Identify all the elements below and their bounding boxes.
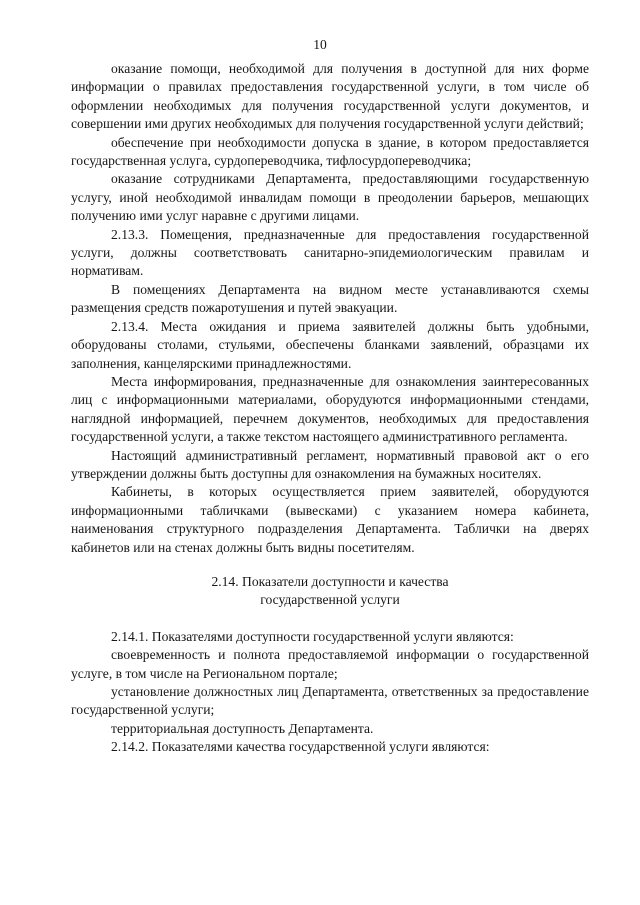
paragraph: В помещениях Департамента на видном месте устанавливаются схемы размещения средств пожаротушения и путей эвакуации.: [71, 281, 589, 316]
paragraph: обеспечение при необходимости допуска в здание, в котором предоставляется государственная услуга, сурдопереводчика, тифлосурдопереводчика;: [71, 134, 589, 169]
paragraph: оказание сотрудниками Департамента, предоставляющими государственную услугу, иной необходимой инвалидам помощи в преодолении барьеров, мешающих получению ими услуг наравне с другими лицами.: [71, 171, 589, 224]
paragraph: 2.13.3. Помещения, предназначенные для предоставления государственной услуги, должны соответствовать санитарно-эпидемиологическим правилам и нормативам.: [71, 226, 589, 279]
section-heading-line-1: 2.14. Показатели доступности и качества: [211, 573, 449, 589]
paragraph: установление должностных лиц Департамента, ответственных за предоставление государственной услуги;: [71, 684, 589, 718]
paragraph: Кабинеты, в которых осуществляется прием заявителей, оборудуются информационными табличками (вывесками) с указанием номера кабинета, наименования структурного подразделения Департамента. Таблички на дверях кабинетов или на стенах должны быть видны посетителям.: [71, 484, 589, 555]
paragraph: 2.14.2. Показателями качества государственной услуги являются:: [111, 739, 490, 755]
page-number: 10: [313, 37, 327, 52]
paragraph: 2.13.4. Места ожидания и приема заявителей должны быть удобными, оборудованы столами, стульями, обеспечены бланками заявлений, образцами их заполнения, канцелярскими принадлежностями.: [71, 318, 589, 371]
paragraph: своевременность и полнота предоставляемой информации о государственной услуге, в том числе на Региональном портале;: [71, 647, 589, 681]
section-heading-line-2: государственной услуги: [260, 592, 400, 608]
paragraph: Места информирования, предназначенные для ознакомления заинтересованных лиц с информационными материалами, оборудуются информационными стендами, наглядной информацией, перечнем документов, необходимых для предоставления государственной услуги, а также текстом настоящего административного регламента.: [71, 373, 589, 445]
paragraph: Настоящий административный регламент, нормативный правовой акт о его утверждении должны быть доступны для ознакомления на бумажных носителях.: [71, 447, 589, 481]
paragraph: территориальная доступность Департамента.: [111, 720, 374, 736]
section-heading: [71, 573, 589, 610]
paragraph: 2.14.1. Показателями доступности государственной услуги являются:: [111, 628, 514, 644]
document-body: [71, 60, 589, 757]
paragraph: оказание помощи, необходимой для получения в доступной для них форме информации о правилах предоставления государственной услуги, в том числе об оформлении необходимых для получения государственной услуги документов, и совершении ими других необходимых для получения государственной услуги действий;: [71, 61, 589, 132]
